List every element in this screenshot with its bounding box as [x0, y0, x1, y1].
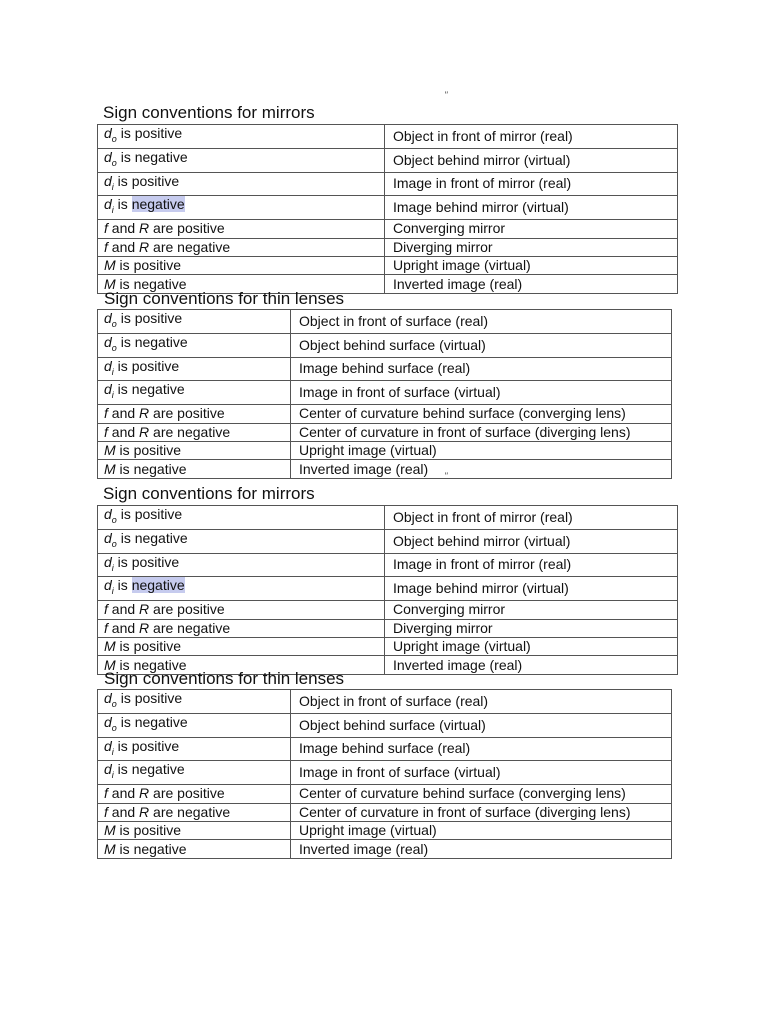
variable-subscript: o [111, 318, 117, 329]
meaning-cell: Inverted image (real) [385, 656, 678, 674]
variable-symbol: R [139, 423, 150, 440]
condition-word: positive [134, 125, 183, 141]
condition-text: is [113, 737, 132, 754]
table-row [98, 637, 678, 655]
condition-text: is [115, 638, 134, 655]
condition-word: negative [131, 381, 185, 398]
variable-subscript: o [111, 133, 117, 144]
meaning-cell: Image behind mirror (virtual) [385, 577, 678, 601]
condition-cell [98, 690, 291, 714]
variable-symbol: M [104, 275, 116, 292]
meaning-cell: Image in front of surface (virtual) [291, 761, 672, 785]
meaning-cell: Converging mirror [385, 601, 678, 619]
variable-symbol: M [104, 460, 116, 477]
variable-symbol: M [104, 840, 116, 857]
page-mark: " [444, 471, 448, 481]
variable-symbol: $d_i$ [104, 553, 114, 573]
table-row [98, 840, 672, 858]
highlighted-word: negative [131, 196, 185, 213]
meaning-cell: Image behind surface (real) [291, 737, 672, 761]
table-row [98, 238, 678, 256]
condition-cell [98, 423, 291, 441]
table-row [98, 803, 672, 821]
condition-text: and [107, 423, 140, 440]
condition-cell [98, 637, 385, 655]
condition-cell [98, 553, 385, 577]
condition-word: positive [134, 310, 183, 326]
meaning-cell: Diverging mirror [385, 619, 678, 637]
lenses-table-title: Sign conventions for thin lenses [104, 669, 345, 688]
condition-word: negative [134, 713, 188, 730]
condition-cell [98, 529, 385, 553]
lenses-sign-table [97, 309, 672, 479]
condition-text: is [116, 506, 135, 522]
variable-symbol: $d_i$ [104, 761, 114, 781]
variable-symbol: $d_o$ [104, 125, 117, 144]
condition-text: is [116, 148, 135, 165]
variable-subscript: o [111, 514, 117, 525]
highlighted-word: negative [131, 577, 185, 594]
condition-word: are negative [149, 619, 231, 636]
condition-text: and [107, 785, 140, 802]
table-row [98, 405, 672, 423]
condition-cell [98, 785, 291, 803]
condition-word: positive [131, 737, 180, 754]
condition-text: is [116, 310, 135, 326]
meaning-cell: Image in front of mirror (real) [385, 553, 678, 577]
condition-cell [98, 601, 385, 619]
variable-subscript: i [111, 390, 114, 401]
condition-cell [98, 737, 291, 761]
table-row [98, 601, 678, 619]
condition-text: is [115, 442, 134, 459]
condition-cell [98, 172, 385, 196]
condition-text: and [107, 619, 140, 636]
condition-text: is [113, 196, 132, 213]
table-row [98, 529, 678, 553]
variable-symbol: R [139, 619, 150, 636]
page-mark: " [444, 90, 448, 100]
condition-cell [98, 577, 385, 601]
meaning-cell: Converging mirror [385, 220, 678, 238]
condition-word: are positive [149, 405, 225, 422]
condition-word: are positive [149, 785, 225, 802]
condition-word: are positive [149, 220, 225, 237]
condition-cell [98, 357, 291, 381]
meaning-cell: Object in front of surface (real) [291, 310, 672, 334]
condition-word: positive [131, 357, 180, 374]
variable-symbol: $d_o$ [104, 529, 117, 549]
table-row [98, 619, 678, 637]
condition-word: positive [133, 822, 182, 839]
condition-word: are negative [149, 423, 231, 440]
table-row [98, 713, 672, 737]
meaning-cell: Image in front of mirror (real) [385, 172, 678, 196]
condition-word: positive [133, 638, 182, 655]
variable-symbol: $d_i$ [104, 577, 114, 597]
condition-word: are negative [149, 238, 231, 255]
condition-word: positive [133, 257, 182, 274]
variable-subscript: i [111, 181, 114, 192]
meaning-cell: Object behind surface (virtual) [291, 333, 672, 357]
table-row [98, 821, 672, 839]
meaning-cell: Object in front of surface (real) [291, 690, 672, 714]
meaning-cell: Image behind mirror (virtual) [385, 196, 678, 220]
table-row [98, 125, 678, 149]
variable-subscript: i [111, 366, 114, 377]
meaning-cell: Center of curvature in front of surface (diverging lens) [291, 803, 672, 821]
variable-symbol: $d_o$ [104, 310, 117, 329]
condition-cell [98, 460, 291, 478]
variable-symbol: f [104, 785, 108, 802]
condition-text: and [107, 220, 140, 237]
meaning-cell: Center of curvature in front of surface (diverging lens) [291, 423, 672, 441]
table-row [98, 460, 672, 478]
condition-text: is [113, 357, 132, 374]
meaning-cell: Center of curvature behind surface (converging lens) [291, 405, 672, 423]
table-row [98, 761, 672, 785]
condition-text: is [113, 172, 132, 189]
condition-cell [98, 256, 385, 274]
condition-text: is [115, 822, 134, 839]
variable-subscript: i [111, 562, 114, 573]
variable-symbol: f [104, 220, 108, 237]
variable-symbol: $d_i$ [104, 196, 114, 216]
condition-word: negative [131, 761, 185, 778]
condition-cell [98, 713, 291, 737]
condition-cell [98, 405, 291, 423]
meaning-cell: Object behind surface (virtual) [291, 713, 672, 737]
table-row [98, 148, 678, 172]
condition-text: is [113, 577, 132, 594]
mirrors-table-title: Sign conventions for mirrors [103, 484, 315, 503]
variable-symbol: M [104, 257, 116, 274]
table-row [98, 381, 672, 405]
variable-subscript: i [111, 586, 114, 597]
condition-text: is [113, 381, 132, 398]
condition-cell [98, 441, 291, 459]
condition-cell [98, 506, 385, 530]
condition-cell [98, 125, 385, 149]
condition-cell [98, 220, 385, 238]
variable-symbol: f [104, 601, 108, 618]
variable-subscript: i [111, 770, 114, 781]
condition-cell [98, 761, 291, 785]
variable-symbol: R [139, 601, 150, 618]
table-row [98, 357, 672, 381]
variable-symbol: R [139, 785, 150, 802]
table-row [98, 256, 678, 274]
meaning-cell: Upright image (virtual) [291, 441, 672, 459]
condition-text: is [115, 275, 134, 292]
condition-word: negative [133, 840, 187, 857]
condition-text: and [107, 803, 140, 820]
table-row [98, 196, 678, 220]
meaning-cell: Center of curvature behind surface (converging lens) [291, 785, 672, 803]
variable-symbol: f [104, 619, 108, 636]
variable-symbol: M [104, 638, 116, 655]
table-row [98, 423, 672, 441]
condition-cell [98, 238, 385, 256]
condition-text: is [115, 257, 134, 274]
table-row [98, 577, 678, 601]
condition-word: negative [133, 460, 187, 477]
variable-symbol: $d_o$ [104, 713, 117, 733]
variable-symbol: $d_o$ [104, 690, 117, 709]
meaning-cell: Inverted image (real) [385, 275, 678, 293]
condition-word: positive [134, 506, 183, 522]
meaning-cell: Object behind mirror (virtual) [385, 148, 678, 172]
meaning-cell: Inverted image (real) [291, 840, 672, 858]
condition-text: and [107, 238, 140, 255]
condition-text: is [116, 713, 135, 730]
condition-cell [98, 148, 385, 172]
table-row [98, 690, 672, 714]
variable-symbol: $d_i$ [104, 357, 114, 377]
variable-symbol: f [104, 238, 108, 255]
variable-subscript: o [111, 722, 117, 733]
variable-subscript: o [111, 157, 117, 168]
condition-text: is [115, 460, 134, 477]
variable-symbol: R [139, 220, 150, 237]
variable-symbol: M [104, 442, 116, 459]
condition-word: positive [131, 553, 180, 570]
variable-symbol: $d_i$ [104, 381, 114, 401]
meaning-cell: Object in front of mirror (real) [385, 125, 678, 149]
table-row [98, 220, 678, 238]
condition-cell [98, 803, 291, 821]
condition-word: negative [134, 148, 188, 165]
lenses-table-title: Sign conventions for thin lenses [104, 289, 345, 308]
variable-symbol: R [139, 405, 150, 422]
condition-cell [98, 310, 291, 334]
condition-text: is [116, 529, 135, 546]
condition-text: is [113, 553, 132, 570]
variable-symbol: R [139, 238, 150, 255]
condition-text: is [115, 840, 134, 857]
condition-text: is [116, 333, 135, 350]
variable-subscript: o [111, 538, 117, 549]
condition-word: positive [134, 690, 183, 706]
meaning-cell: Object behind mirror (virtual) [385, 529, 678, 553]
variable-subscript: i [111, 746, 114, 757]
table-row [98, 785, 672, 803]
variable-symbol: $d_i$ [104, 172, 114, 192]
variable-subscript: o [111, 698, 117, 709]
condition-word: negative [133, 275, 187, 292]
variable-subscript: o [111, 342, 117, 353]
condition-cell [98, 619, 385, 637]
meaning-cell: Upright image (virtual) [385, 256, 678, 274]
meaning-cell: Object in front of mirror (real) [385, 506, 678, 530]
meaning-cell: Diverging mirror [385, 238, 678, 256]
meaning-cell: Inverted image (real) [291, 460, 672, 478]
variable-symbol: $d_o$ [104, 148, 117, 168]
condition-text: and [107, 601, 140, 618]
mirrors-table-title: Sign conventions for mirrors [103, 103, 315, 122]
meaning-cell: Image in front of surface (virtual) [291, 381, 672, 405]
condition-text: is [115, 656, 134, 673]
variable-symbol: f [104, 405, 108, 422]
condition-word: negative [134, 333, 188, 350]
variable-symbol: f [104, 423, 108, 440]
condition-word: positive [133, 442, 182, 459]
condition-word: negative [133, 656, 187, 673]
condition-text: is [116, 125, 135, 141]
condition-text: and [107, 405, 140, 422]
condition-cell [98, 840, 291, 858]
lenses-sign-table [97, 689, 672, 859]
meaning-cell: Image behind surface (real) [291, 357, 672, 381]
variable-symbol: $d_i$ [104, 737, 114, 757]
condition-word: are positive [149, 601, 225, 618]
table-row [98, 737, 672, 761]
variable-symbol: R [139, 803, 150, 820]
table-row [98, 506, 678, 530]
table-row [98, 333, 672, 357]
condition-cell [98, 196, 385, 220]
meaning-cell: Upright image (virtual) [385, 637, 678, 655]
condition-cell [98, 821, 291, 839]
table-row [98, 441, 672, 459]
table-row [98, 172, 678, 196]
variable-symbol: M [104, 656, 116, 673]
mirrors-sign-table [97, 505, 678, 675]
condition-cell [98, 381, 291, 405]
table-row [98, 310, 672, 334]
condition-word: positive [131, 172, 180, 189]
variable-symbol: M [104, 822, 116, 839]
condition-word: negative [134, 529, 188, 546]
table-row [98, 553, 678, 577]
meaning-cell: Upright image (virtual) [291, 821, 672, 839]
mirrors-sign-table [97, 124, 678, 294]
condition-text: is [113, 761, 132, 778]
variable-subscript: i [111, 205, 114, 216]
condition-text: is [116, 690, 135, 706]
variable-symbol: $d_o$ [104, 506, 117, 525]
condition-cell [98, 333, 291, 357]
variable-symbol: $d_o$ [104, 333, 117, 353]
variable-symbol: f [104, 803, 108, 820]
condition-word: are negative [149, 803, 231, 820]
